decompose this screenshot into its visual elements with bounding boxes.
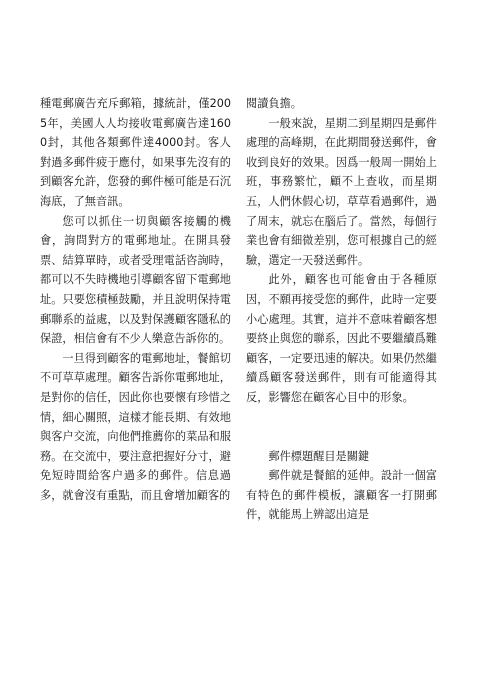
section-gap [246,427,437,447]
right-paragraph-1: 閱讀負擔。 [246,97,302,110]
left-paragraph-3: 一旦得到顧客的電郵地址，餐館切不可草草處理。顧客告訴你電郵地址，是對你的信任，因此你也要懷有珍惜之情，細心關照，這樣才能長期、有效地與客户交流，向他們推薦你的菜品和服務。在交流中，要注意把握好分寸，避免短時間給客户過多的郵件。信息過多，就會沒有重點，而且會增加顧客的 [40,351,231,502]
right-paragraph-2: 一般來說，星期二到星期四是郵件處理的高峰期，在此期間發送郵件，會收到良好的效果。因爲一般周一開始上班，事務繁忙，顧不上查收，而星期五，人們休假心切，草草看過郵件，過了周末，就忘在腦后了。當然，每個行業也會有細微差别，您可根據自己的經驗，選定一天發送郵件。 [246,116,437,267]
section-heading: 郵件標題醒目是關鍵 [268,449,370,463]
left-column [40,94,231,505]
section-gap [246,408,437,428]
right-column [246,94,437,525]
left-paragraph-1: 種電郵廣告充斥郵箱，據統計，僅2005年，美國人人均接收電郵廣告達1600封，其他各類郵件達4000封。客人對過多郵件疲于應付，如果事先沒有的到顧客允許，您發的郵件極可能是石沉海底，了無音訊。 [40,97,231,208]
right-paragraph-4: 郵件就是餐館的延伸。設計一個富有特色的郵件模板，讓顧客一打開郵件，就能馬上辨認出這是 [246,469,437,522]
right-paragraph-3: 此外，顧客也可能會由于各種原因，不願再接受您的郵件，此時一定要小心處理。其實，這并不意味着顧客想要終止與您的聯系，因此不要繼續爲難顧客，一定要迅速的解决。如果仍然繼續爲顧客發送郵件，則有可能適得其反，影響您在顧客心目中的形象。 [246,273,437,404]
left-paragraph-2: 您可以抓住一切與顧客接觸的機會，詢問對方的電郵地址。在開具發票、結算單時，或者受理電話咨詢時，都可以不失時機地引導顧客留下電郵地址。只要您積極鼓勵，并且說明保持電郵聯系的益處，以及對保護顧客隱私的保證，相信會有不少人樂意告訴你的。 [40,214,231,346]
